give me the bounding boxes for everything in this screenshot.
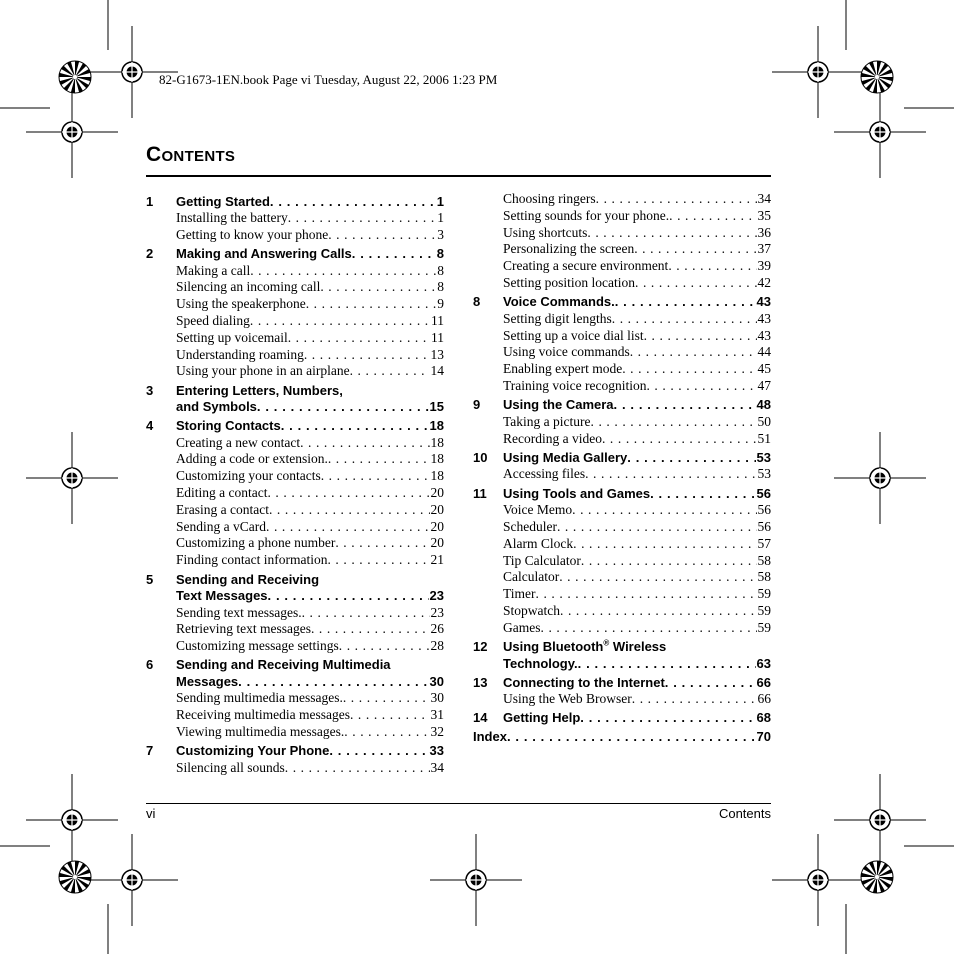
toc-leader-dots <box>335 535 429 552</box>
toc-leader-dots <box>304 347 430 364</box>
toc-section-label: Retrieving text messages <box>176 621 311 637</box>
toc-section-label: Sending text messages. <box>176 604 302 620</box>
toc-page-number: 20 <box>430 501 444 517</box>
toc-page-number: 3 <box>437 226 444 242</box>
toc-page-number: 53 <box>756 449 771 465</box>
toc-page-number: 59 <box>757 619 771 635</box>
toc-page-number: 20 <box>430 485 444 501</box>
toc-section-label: Understanding roaming <box>176 346 304 362</box>
toc-page-number: 9 <box>437 296 444 312</box>
toc-page-number: 21 <box>430 552 444 568</box>
footer-section-name: Contents <box>718 806 771 821</box>
toc-section-label: Silencing an incoming call <box>176 279 321 295</box>
toc-page-number: 36 <box>757 224 771 240</box>
toc-section-label: Accessing files <box>503 466 586 482</box>
toc-section-label: Customizing message settings <box>176 638 339 654</box>
toc-section-label: Using the speakerphone <box>176 296 306 312</box>
toc-section-label: Using voice commands <box>503 344 630 360</box>
toc-page-number: 11 <box>431 312 444 328</box>
toc-page-number: 50 <box>757 413 771 429</box>
toc-leader-dots <box>250 313 430 330</box>
toc-page-number: 51 <box>757 430 771 446</box>
toc-leader-dots <box>560 603 757 620</box>
toc-section-label: Personalizing the screen <box>503 241 635 257</box>
toc-chapter-label: Using Media Gallery <box>503 449 628 465</box>
toc-chapter-entry[interactable] <box>473 450 771 467</box>
toc-page-number: 32 <box>430 724 444 740</box>
toc-leader-dots <box>321 468 430 485</box>
toc-leader-dots <box>344 724 429 741</box>
toc-section-entry[interactable] <box>146 519 444 536</box>
toc-chapter-label: Getting Help <box>503 710 581 726</box>
toc-chapter-title-line[interactable] <box>146 657 444 674</box>
toc-page-number: 56 <box>757 518 771 534</box>
toc-chapter-title-line[interactable] <box>473 639 771 656</box>
toc-section-entry[interactable] <box>473 414 771 431</box>
toc-chapter-entry[interactable] <box>473 294 771 311</box>
toc-chapter-label: Storing Contacts <box>176 418 281 434</box>
toc-section-label: Games <box>503 619 541 635</box>
toc-chapter-label: Making and Answering Calls <box>176 246 352 262</box>
toc-leader-dots <box>288 210 437 227</box>
toc-page-number: 18 <box>430 451 444 467</box>
toc-section-entry[interactable] <box>146 347 444 364</box>
toc-section-label: Setting sounds for your phone. <box>503 207 670 223</box>
footer-page-number: vi <box>146 806 156 821</box>
toc-chapter-entry[interactable] <box>146 743 444 760</box>
toc-section-label: Voice Memo <box>503 502 573 518</box>
toc-leader-dots <box>602 431 757 448</box>
toc-section-label: Alarm Clock <box>503 535 574 551</box>
toc-chapter-label: Sending and Receiving Multimedia <box>176 657 391 673</box>
toc-section-entry[interactable] <box>146 435 444 452</box>
toc-section-label: Erasing a contact <box>176 501 269 517</box>
toc-section-entry[interactable] <box>473 344 771 361</box>
toc-section-entry[interactable] <box>473 536 771 553</box>
toc-page-number: 66 <box>756 674 771 690</box>
toc-section-entry[interactable] <box>473 378 771 395</box>
toc-section-label: Customizing your contacts <box>176 468 321 484</box>
toc-section-label: Adding a code or extension. <box>176 451 328 467</box>
toc-chapter-number: 11 <box>473 485 487 501</box>
toc-leader-dots <box>288 330 430 347</box>
toc-section-label: Sending multimedia messages. <box>176 690 343 706</box>
toc-leader-dots <box>266 519 430 536</box>
toc-page-number: 63 <box>756 655 771 671</box>
toc-page-number: 43 <box>757 310 771 326</box>
toc-leader-dots <box>591 414 757 431</box>
toc-section-label: Finding contact information <box>176 552 328 568</box>
toc-leader-dots <box>268 588 429 605</box>
toc-section-entry[interactable] <box>473 225 771 242</box>
toc-section-entry[interactable] <box>146 296 444 313</box>
toc-chapter-label: Connecting to the Internet <box>503 674 665 690</box>
toc-chapter-label: Using Tools and Games <box>503 485 651 501</box>
toc-page-number: 59 <box>757 586 771 602</box>
toc-chapter-title-line[interactable] <box>146 572 444 589</box>
toc-section-label: Setting digit lengths <box>503 310 612 326</box>
toc-leader-dots <box>311 621 430 638</box>
toc-section-entry[interactable] <box>146 227 444 244</box>
toc-page-number: 18 <box>429 418 444 434</box>
book-header-line: 82-G1673-1EN.book Page vi Tuesday, August 22, 2006 1:23 PM <box>159 72 498 87</box>
toc-leader-dots <box>665 675 756 692</box>
toc-leader-dots <box>328 451 430 468</box>
toc-leader-dots <box>581 553 757 570</box>
toc-section-label: Editing a contact <box>176 485 268 501</box>
toc-section-entry[interactable] <box>146 263 444 280</box>
toc-section-entry[interactable] <box>146 605 444 622</box>
toc-section-label: Making a call <box>176 262 251 278</box>
toc-section-label: Silencing all sounds <box>176 759 285 775</box>
toc-section-entry[interactable] <box>473 241 771 258</box>
toc-leader-dots <box>646 378 756 395</box>
toc-section-label: Installing the battery <box>176 210 288 225</box>
toc-chapter-entry[interactable] <box>473 486 771 503</box>
toc-leader-dots <box>320 279 436 296</box>
toc-section-entry[interactable] <box>146 760 444 777</box>
toc-chapter-label: Messages <box>176 673 239 689</box>
toc-index-entry[interactable] <box>473 729 771 746</box>
toc-page-number: 68 <box>756 710 771 726</box>
toc-section-entry[interactable] <box>473 620 771 637</box>
toc-chapter-entry[interactable] <box>473 710 771 727</box>
toc-section-label: Using your phone in an airplane <box>176 363 350 379</box>
toc-leader-dots <box>632 691 757 708</box>
toc-section-entry[interactable] <box>146 535 444 552</box>
page-title: Contents <box>146 143 236 166</box>
toc-section-entry[interactable] <box>146 552 444 569</box>
toc-chapter-label: Sending and Receiving <box>176 571 320 587</box>
toc-leader-dots <box>634 241 756 258</box>
toc-leader-dots <box>270 194 436 211</box>
toc-page-number: 23 <box>429 588 444 604</box>
toc-leader-dots <box>541 620 757 637</box>
toc-section-entry[interactable] <box>473 553 771 570</box>
toc-leader-dots <box>644 328 757 345</box>
toc-chapter-label: Customizing Your Phone <box>176 743 330 759</box>
toc-chapter-label: Using Bluetooth® Wireless <box>503 639 667 655</box>
toc-leader-dots <box>614 397 756 414</box>
toc-page-number: 8 <box>436 246 444 262</box>
toc-section-entry[interactable] <box>146 485 444 502</box>
toc-leader-dots <box>257 399 429 416</box>
toc-section-entry[interactable] <box>473 519 771 536</box>
toc-chapter-title-line[interactable] <box>146 383 444 400</box>
toc-chapter-label: Entering Letters, Numbers, <box>176 382 343 398</box>
toc-section-entry[interactable] <box>473 586 771 603</box>
toc-section-entry[interactable] <box>146 502 444 519</box>
toc-page-number: 1 <box>436 193 444 209</box>
toc-page-number: 39 <box>757 258 771 274</box>
toc-page-number: 18 <box>430 468 444 484</box>
toc-section-label: Enabling expert mode <box>503 361 623 377</box>
toc-leader-dots <box>238 674 428 691</box>
toc-page-number: 18 <box>430 434 444 450</box>
toc-page-number: 8 <box>437 279 444 295</box>
toc-leader-dots <box>580 710 755 727</box>
toc-page-number: 43 <box>757 327 771 343</box>
toc-section-entry[interactable] <box>473 466 771 483</box>
toc-chapter-number: 4 <box>146 418 154 434</box>
toc-section-label: Timer <box>503 586 536 602</box>
toc-section-entry[interactable] <box>473 361 771 378</box>
toc-section-entry[interactable] <box>473 275 771 292</box>
toc-leader-dots <box>300 435 429 452</box>
toc-section-entry[interactable] <box>146 279 444 296</box>
title-rule <box>146 175 771 177</box>
toc-section-label: Using the Web Browser <box>503 691 632 707</box>
toc-chapter-entry[interactable] <box>146 674 444 691</box>
toc-page-number: 8 <box>437 262 444 278</box>
toc-page-number: 57 <box>757 535 771 551</box>
toc-leader-dots <box>327 552 429 569</box>
toc-section-entry[interactable] <box>146 330 444 347</box>
footer-rule <box>146 803 771 804</box>
toc-page-number: 20 <box>430 535 444 551</box>
toc-leader-dots <box>557 519 757 536</box>
toc-left-column <box>146 191 444 777</box>
toc-chapter-number: 1 <box>146 193 154 209</box>
toc-leader-dots <box>269 502 430 519</box>
toc-section-entry[interactable] <box>473 569 771 586</box>
toc-leader-dots <box>536 586 757 603</box>
toc-chapter-number: 7 <box>146 743 154 759</box>
toc-section-entry[interactable] <box>473 208 771 225</box>
toc-leader-dots <box>329 743 428 760</box>
toc-leader-dots <box>668 258 756 275</box>
toc-page-number: 28 <box>430 638 444 654</box>
toc-section-entry[interactable] <box>473 191 771 208</box>
toc-page-number: 66 <box>757 691 771 707</box>
toc-chapter-number: 2 <box>146 246 154 262</box>
toc-section-label: Customizing a phone number <box>176 535 336 551</box>
toc-page-number: 30 <box>429 673 444 689</box>
toc-leader-dots <box>578 656 756 673</box>
toc-section-entry[interactable] <box>473 603 771 620</box>
toc-page-number: 44 <box>757 344 771 360</box>
toc-page-number: 45 <box>757 361 771 377</box>
toc-page-number: 37 <box>757 241 771 257</box>
toc-right-column <box>473 191 771 746</box>
toc-chapter-label: and Symbols <box>176 399 257 415</box>
toc-page-number: 20 <box>430 518 444 534</box>
toc-page-number: 33 <box>429 743 444 759</box>
toc-section-label: Recording a video <box>503 430 602 446</box>
toc-leader-dots <box>585 466 756 483</box>
toc-chapter-number: 3 <box>146 382 154 398</box>
toc-page-number: 48 <box>756 397 771 413</box>
toc-leader-dots <box>669 208 756 225</box>
toc-page-number: 58 <box>757 552 771 568</box>
toc-section-entry[interactable] <box>146 468 444 485</box>
toc-section-label: Creating a new contact <box>176 434 301 450</box>
toc-chapter-entry[interactable] <box>146 418 444 435</box>
toc-leader-dots <box>615 294 756 311</box>
toc-page-number: 42 <box>757 274 771 290</box>
toc-page-number: 58 <box>757 569 771 585</box>
toc-leader-dots <box>627 450 755 467</box>
toc-leader-dots <box>328 227 436 244</box>
toc-section-entry[interactable] <box>146 210 444 227</box>
toc-section-entry[interactable] <box>473 431 771 448</box>
toc-page-number: 53 <box>757 466 771 482</box>
toc-chapter-number: 5 <box>146 571 154 587</box>
toc-page-number: 43 <box>756 294 771 310</box>
toc-chapter-label: Voice Commands. <box>503 294 615 310</box>
toc-page-number: 1 <box>437 210 444 225</box>
toc-section-label: Scheduler <box>503 518 557 534</box>
toc-leader-dots <box>596 191 757 208</box>
toc-chapter-number: 10 <box>473 449 488 465</box>
toc-section-entry[interactable] <box>473 258 771 275</box>
toc-leader-dots <box>630 344 757 361</box>
toc-leader-dots <box>572 502 756 519</box>
toc-chapter-entry[interactable] <box>146 588 444 605</box>
toc-page-number: 13 <box>430 346 444 362</box>
toc-section-label: Tip Calculator <box>503 552 581 568</box>
registered-mark: ® <box>603 639 610 648</box>
toc-chapter-number: 13 <box>473 674 488 690</box>
toc-leader-dots <box>250 263 436 280</box>
toc-section-label: Taking a picture <box>503 413 591 429</box>
toc-chapter-label: Text Messages <box>176 588 268 604</box>
toc-page-number: 14 <box>430 363 444 379</box>
toc-section-label: Getting to know your phone <box>176 226 329 242</box>
toc-chapter-entry[interactable] <box>146 246 444 263</box>
toc-section-label: Setting position location <box>503 274 635 290</box>
toc-leader-dots <box>285 760 430 777</box>
toc-chapter-number: 8 <box>473 294 481 310</box>
toc-chapter-entry[interactable] <box>146 194 444 211</box>
toc-leader-dots <box>507 729 756 746</box>
toc-section-entry[interactable] <box>146 451 444 468</box>
toc-page-number: 11 <box>431 329 444 345</box>
toc-chapter-entry[interactable] <box>473 656 771 673</box>
toc-page-number: 31 <box>430 707 444 723</box>
toc-page-number: 59 <box>757 602 771 618</box>
toc-page-number: 15 <box>429 399 444 415</box>
toc-page-number: 56 <box>756 485 771 501</box>
toc-page-number: 70 <box>756 729 771 745</box>
toc-section-entry[interactable] <box>146 638 444 655</box>
toc-section-entry[interactable] <box>473 691 771 708</box>
toc-chapter-entry[interactable] <box>146 399 444 416</box>
toc-leader-dots <box>339 638 430 655</box>
toc-section-label: Choosing ringers <box>503 191 596 206</box>
toc-page-number: 34 <box>430 759 444 775</box>
toc-leader-dots <box>350 707 430 724</box>
toc-section-label: Calculator <box>503 569 560 585</box>
toc-leader-dots <box>559 569 756 586</box>
toc-section-entry[interactable] <box>146 707 444 724</box>
toc-section-entry[interactable] <box>473 502 771 519</box>
toc-chapter-entry[interactable] <box>473 397 771 414</box>
toc-page-number: 30 <box>430 690 444 706</box>
toc-leader-dots <box>350 363 430 380</box>
toc-section-entry[interactable] <box>146 690 444 707</box>
toc-page-number: 56 <box>757 502 771 518</box>
toc-leader-dots <box>573 536 756 553</box>
toc-chapter-number: 12 <box>473 639 488 655</box>
toc-section-label: Creating a secure environment <box>503 258 669 274</box>
toc-section-label: Setting up a voice dial list <box>503 327 644 343</box>
toc-section-entry[interactable] <box>473 311 771 328</box>
toc-leader-dots <box>352 246 436 263</box>
toc-chapter-label: Technology. <box>503 655 578 671</box>
toc-section-label: Using shortcuts <box>503 224 588 240</box>
toc-section-label: Speed dialing <box>176 312 250 328</box>
toc-section-label: Viewing multimedia messages. <box>176 724 345 740</box>
toc-section-label: Sending a vCard <box>176 518 266 534</box>
toc-page-number: 23 <box>430 604 444 620</box>
toc-chapter-entry[interactable] <box>473 675 771 692</box>
toc-leader-dots <box>281 418 429 435</box>
toc-section-entry[interactable] <box>146 621 444 638</box>
toc-page-number: 34 <box>757 191 771 206</box>
toc-page-number: 35 <box>757 207 771 223</box>
toc-leader-dots <box>635 275 757 292</box>
toc-leader-dots <box>612 311 757 328</box>
toc-section-label: Receiving multimedia messages <box>176 707 350 723</box>
toc-chapter-number: 6 <box>146 657 154 673</box>
toc-leader-dots <box>622 361 756 378</box>
toc-section-entry[interactable] <box>473 328 771 345</box>
toc-chapter-label: Using the Camera <box>503 397 614 413</box>
toc-leader-dots <box>587 225 756 242</box>
toc-leader-dots <box>650 486 755 503</box>
toc-chapter-number: 14 <box>473 710 488 726</box>
toc-leader-dots <box>267 485 429 502</box>
toc-chapter-label: Index <box>473 729 507 745</box>
toc-chapter-label: Getting Started <box>176 193 270 209</box>
toc-leader-dots <box>306 296 437 313</box>
toc-section-label: Training voice recognition <box>503 377 647 393</box>
toc-leader-dots <box>343 690 430 707</box>
toc-section-label: Stopwatch <box>503 602 560 618</box>
toc-chapter-number: 9 <box>473 397 481 413</box>
toc-page-number: 47 <box>757 377 771 393</box>
toc-leader-dots <box>302 605 430 622</box>
toc-section-label: Setting up voicemail <box>176 329 288 345</box>
toc-section-entry[interactable] <box>146 363 444 380</box>
toc-section-entry[interactable] <box>146 724 444 741</box>
toc-page-number: 26 <box>430 621 444 637</box>
toc-section-entry[interactable] <box>146 313 444 330</box>
